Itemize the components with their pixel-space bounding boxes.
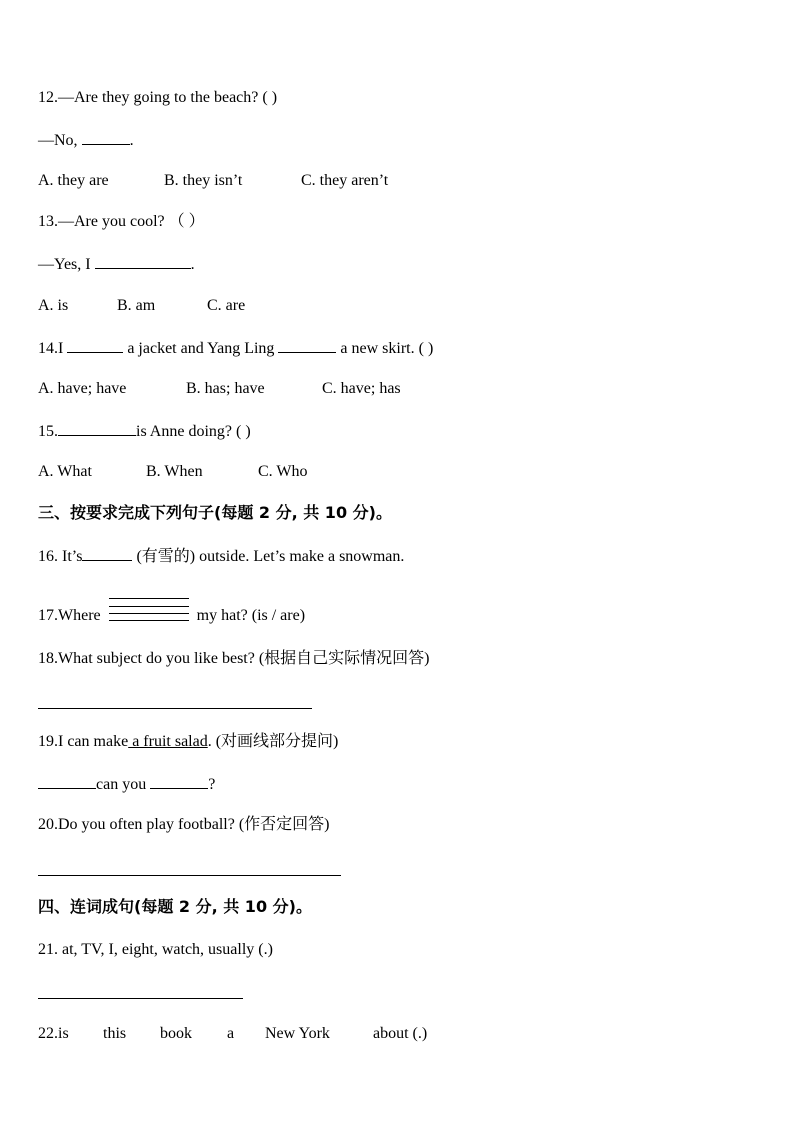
- q12-option-c[interactable]: C. they aren’t: [301, 172, 389, 189]
- q19-question: [38, 732, 338, 752]
- q12-answer-suffix: .: [129, 132, 134, 149]
- q12-option-b[interactable]: B. they isn’t: [164, 172, 243, 189]
- q20-question: 20.Do you often play football? (作否定回答): [38, 816, 330, 833]
- q15-option-c[interactable]: C. Who: [258, 463, 308, 480]
- q13-answer-suffix: .: [190, 256, 195, 273]
- q17-question: [38, 606, 305, 626]
- q13-answer-prefix: —Yes, I: [38, 256, 95, 273]
- q15-blank[interactable]: [58, 421, 136, 436]
- q15-option-b[interactable]: B. When: [146, 463, 203, 480]
- q12-blank[interactable]: [82, 130, 130, 145]
- q13-question: 13.—Are you cool? （ ）: [38, 213, 205, 230]
- q14-part2: a jacket and Yang Ling: [123, 340, 279, 357]
- q13-answer-line: [38, 254, 195, 275]
- q16-question: [38, 546, 404, 567]
- section-3-heading: 三、按要求完成下列句子(每题 2 分, 共 10 分)。: [38, 503, 392, 522]
- q19-blank-2[interactable]: [150, 774, 208, 789]
- q12-option-a[interactable]: A. they are: [38, 172, 109, 189]
- q19-blank-1[interactable]: [38, 774, 96, 789]
- q12-answer-prefix: —No,: [38, 132, 82, 149]
- section-4-heading: 四、连词成句(每题 2 分, 共 10 分)。: [38, 897, 312, 916]
- q19-part1: 19.I can make: [38, 733, 129, 750]
- q16-blank[interactable]: [82, 546, 132, 561]
- q15-question: [38, 421, 251, 442]
- q14-option-c[interactable]: C. have; has: [322, 380, 401, 397]
- q20-answer-line[interactable]: [38, 875, 341, 876]
- q22-word: 22.is: [38, 1025, 69, 1042]
- q15-part2: is Anne doing? ( ): [136, 423, 251, 440]
- q13-blank[interactable]: [95, 254, 191, 269]
- q22-words: [38, 1024, 427, 1044]
- q17-blank-lines[interactable]: [109, 598, 189, 618]
- q18-answer-line[interactable]: [38, 708, 312, 709]
- q13-option-b[interactable]: B. am: [117, 297, 156, 314]
- q12-answer-line: [38, 130, 134, 151]
- q13-option-c[interactable]: C. are: [207, 297, 246, 314]
- q22-word: book: [160, 1025, 192, 1042]
- q19-answer-end: ?: [208, 776, 216, 793]
- q14-option-b[interactable]: B. has; have: [186, 380, 265, 397]
- q15-part1: 15.: [38, 423, 58, 440]
- q14-blank-2[interactable]: [278, 338, 336, 353]
- q12-options: [38, 171, 388, 191]
- q22-word: about (.): [373, 1025, 428, 1042]
- q22-word: this: [103, 1025, 127, 1042]
- q19-underlined-phrase: a fruit salad: [128, 733, 208, 750]
- q13-options: [38, 296, 245, 316]
- q19-part2: . (对画线部分提问): [207, 733, 339, 750]
- q22-word: a: [227, 1025, 235, 1042]
- q15-options: [38, 462, 307, 482]
- q14-question: [38, 338, 433, 359]
- q19-answer-line: [38, 774, 215, 795]
- q14-options: [38, 379, 401, 399]
- q21-answer-line[interactable]: [38, 998, 243, 999]
- q22-word: New York: [265, 1025, 330, 1042]
- q14-part3: a new skirt. ( ): [336, 340, 434, 357]
- q14-blank-1[interactable]: [67, 338, 123, 353]
- q15-option-a[interactable]: A. What: [38, 463, 92, 480]
- q14-part1: 14.I: [38, 340, 68, 357]
- q14-option-a[interactable]: A. have; have: [38, 380, 127, 397]
- q13-option-a[interactable]: A. is: [38, 297, 69, 314]
- q21-question: 21. at, TV, I, eight, watch, usually (.): [38, 941, 273, 958]
- q17-part2: my hat? (is / are): [196, 607, 306, 624]
- q17-part1: 17.Where: [38, 607, 101, 624]
- q16-part1: 16. It’s: [38, 548, 83, 565]
- q18-question: 18.What subject do you like best? (根据自己实际情况回答): [38, 650, 430, 667]
- q12-question: 12.—Are they going to the beach? ( ): [38, 89, 278, 106]
- q19-answer-mid: can you: [96, 776, 151, 793]
- q16-part2: (有雪的) outside. Let’s make a snowman.: [132, 548, 405, 565]
